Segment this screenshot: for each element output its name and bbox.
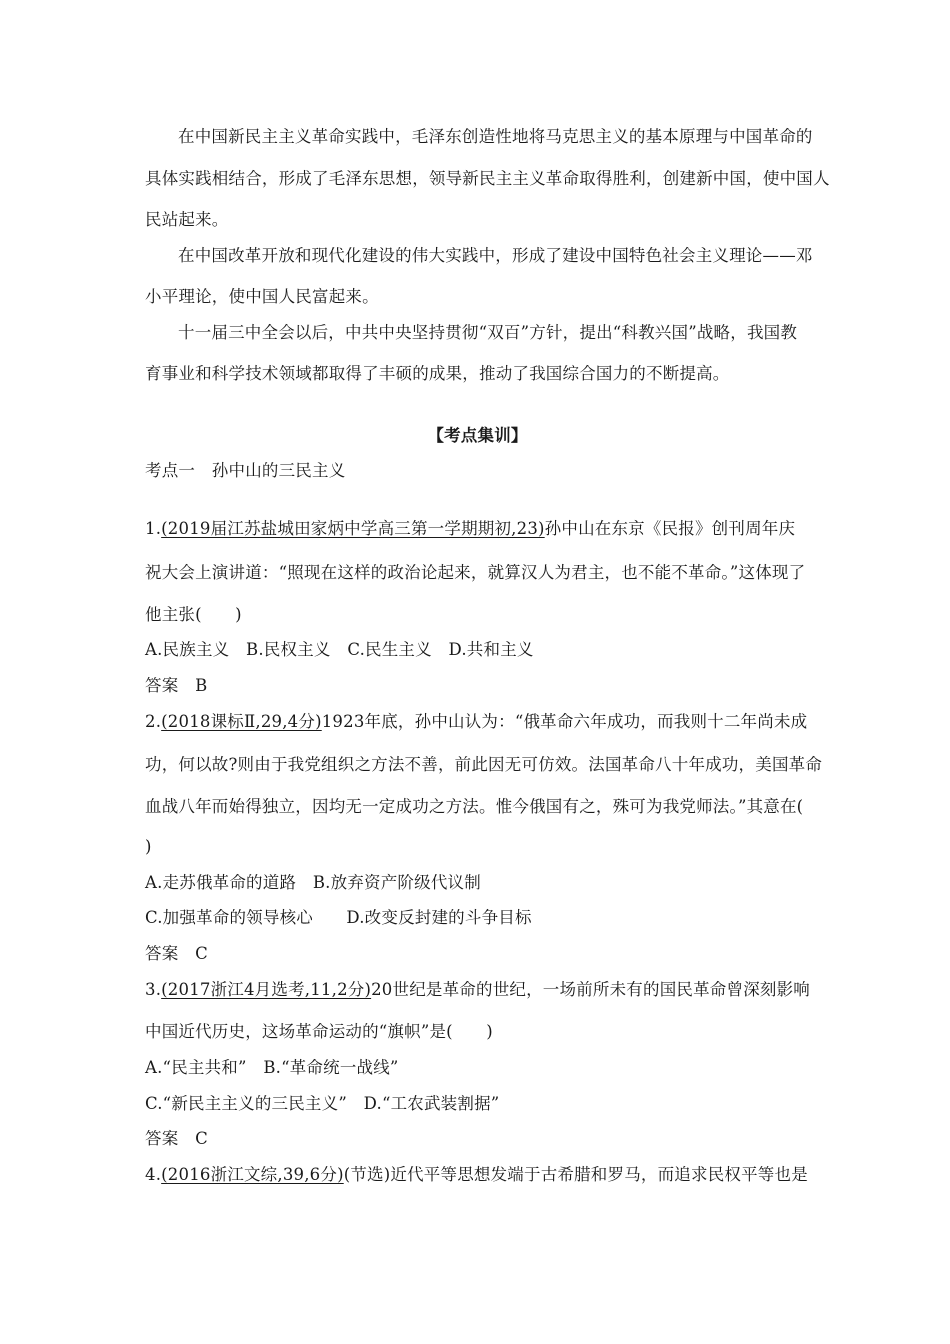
- q2-number: 2.: [145, 712, 162, 731]
- intro-p1-line1: 在中国新民主主义革命实践中，毛泽东创造性地将马克思主义的基本原理与中国革命的: [178, 127, 813, 146]
- intro-p2-line1: 在中国改革开放和现代化建设的伟大实践中，形成了建设中国特色社会主义理论——邓: [178, 246, 813, 265]
- q3-answer: 答案 C: [145, 1129, 208, 1148]
- q3-number: 3.: [145, 980, 162, 999]
- q1-source: (2019届江苏盐城田家炳中学高三第一学期期初,23): [161, 519, 545, 538]
- q3-text: 20世纪是革命的世纪，一场前所未有的国民革命曾深刻影响: [371, 980, 811, 999]
- q2-answer: 答案 C: [145, 944, 208, 963]
- q2-line1: [145, 711, 810, 733]
- q3-options-row2: C.“新民主主义的三民主义” D.“工农武装割据”: [145, 1094, 500, 1113]
- q1-text: 孙中山在东京《民报》创刊周年庆: [544, 519, 796, 538]
- q2-line3: 血战八年而始得独立，因均无一定成功之方法。惟今俄国有之，殊可为我党师法。”其意在(: [145, 797, 804, 816]
- q1-line3: 他主张( ): [145, 605, 242, 624]
- q1-number: 1.: [145, 519, 162, 538]
- topic-heading: 考点一 孙中山的三民主义: [145, 461, 346, 480]
- q4-line1: [145, 1164, 810, 1186]
- q3-options-row1: A.“民主共和” B.“革命统一战线”: [145, 1058, 399, 1077]
- q2-line4: ): [145, 837, 152, 856]
- q3-source: (2017浙江4月选考,11,2分): [161, 980, 372, 999]
- q4-text: (节选)近代平等思想发端于古希腊和罗马，而追求民权平等也是: [343, 1165, 808, 1184]
- intro-p1-line2: 具体实践相结合，形成了毛泽东思想，领导新民主主义革命取得胜利，创建新中国，使中国人: [145, 169, 830, 188]
- intro-p3-line1: 十一届三中全会以后，中共中央坚持贯彻“双百”方针，提出“科教兴国”战略，我国教: [178, 323, 798, 342]
- q1-options: A.民族主义 B.民权主义 C.民生主义 D.共和主义: [145, 640, 534, 659]
- q2-options-row2: C.加强革命的领导核心 D.改变反封建的斗争目标: [145, 908, 532, 927]
- q2-text: 1923年底，孙中山认为：“俄革命六年成功，而我则十二年尚未成: [321, 712, 808, 731]
- q2-options-row1: A.走苏俄革命的道路 B.放弃资产阶级代议制: [145, 873, 481, 892]
- q2-source: (2018课标Ⅱ,29,4分): [161, 712, 322, 731]
- q3-line2: 中国近代历史，这场革命运动的“旗帜”是( ): [145, 1022, 493, 1041]
- q1-line1: [145, 518, 810, 540]
- q3-line1: [145, 979, 810, 1001]
- intro-p3-line2: 育事业和科学技术领域都取得了丰硕的成果，推动了我国综合国力的不断提高。: [145, 364, 730, 383]
- q1-line2: 祝大会上演讲道：“照现在这样的政治论起来，就算汉人为君主，也不能不革命。”这体现了: [145, 563, 806, 582]
- section-title: 【考点集训】: [427, 426, 528, 445]
- q4-number: 4.: [145, 1165, 162, 1184]
- q1-answer: 答案 B: [145, 676, 208, 695]
- q4-source: (2016浙江文综,39,6分): [161, 1165, 344, 1184]
- intro-p1-line3: 民站起来。: [145, 210, 229, 229]
- intro-p2-line2: 小平理论，使中国人民富起来。: [145, 287, 379, 306]
- q2-line2: 功，何以故?则由于我党组织之方法不善，前此因无可仿效。法国革命八十年成功，美国革命: [145, 755, 823, 774]
